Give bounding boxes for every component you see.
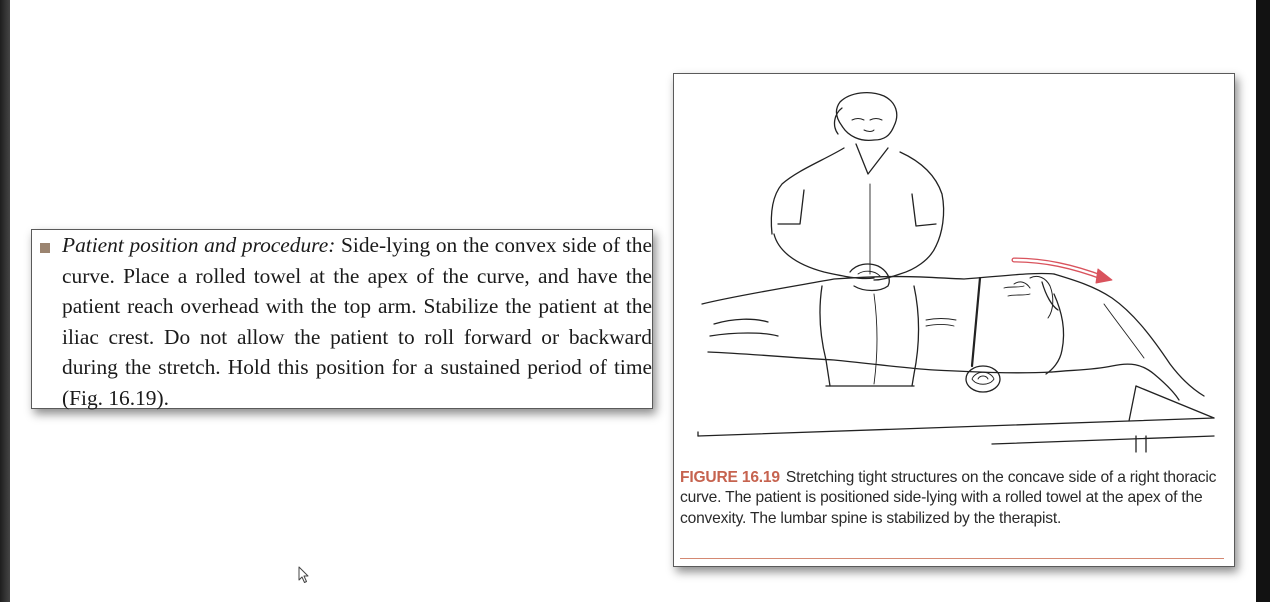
figure-label: FIGURE 16.19 <box>680 469 780 486</box>
figure-caption-text: Stretching tight structures on the concave side of a right thoracic curve. The patient is positioned side-lying with a rolled towel at the apex of the convexity. The lumbar spine is stabilized by the therapist. <box>680 469 1217 527</box>
procedure-paragraph <box>62 230 652 414</box>
right-window-edge <box>1256 0 1270 602</box>
figure-caption <box>680 468 1228 529</box>
caption-divider <box>680 558 1224 559</box>
left-window-edge <box>0 0 10 602</box>
procedure-body-text: Side-lying on the convex side of the curve. Place a rolled towel at the apex of the curve, and have the patient reach overhead with the top arm. Stabilize the patient at the iliac crest. Do not allow the patient to roll forward or backward during the stretch. Hold this position for a sustained period of time (Fig. 16.19). <box>62 233 652 410</box>
text-passage-card <box>31 229 653 409</box>
mouse-pointer-icon <box>298 566 310 584</box>
square-bullet-icon <box>40 243 50 253</box>
figure-card <box>673 73 1235 567</box>
procedure-lead-label: Patient position and procedure: <box>62 233 336 257</box>
